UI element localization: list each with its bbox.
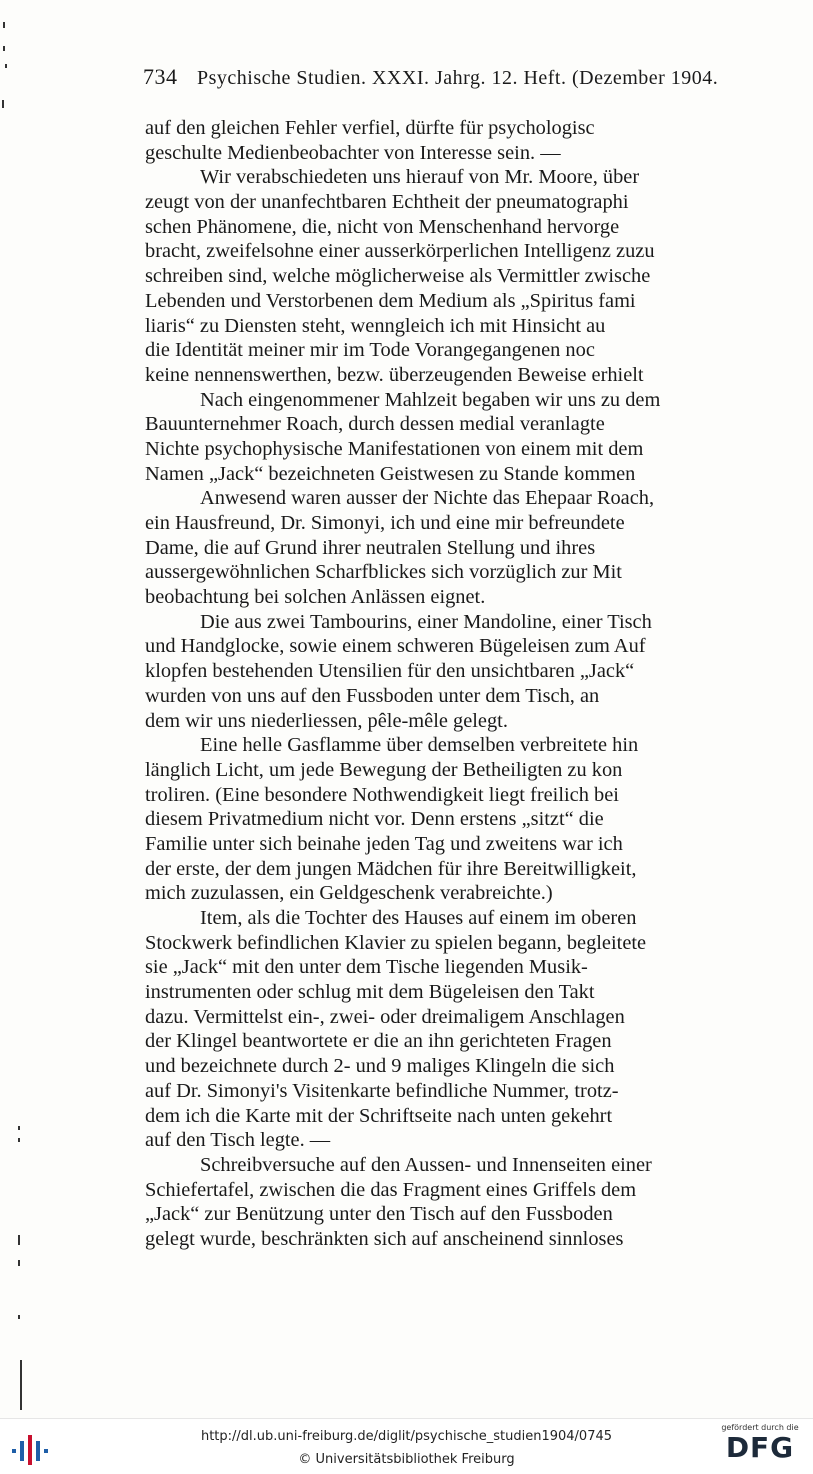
page-number: 734 [143,64,178,89]
text-line: mich zuzulassen, ein Geldgeschenk verabreichte.) [145,882,553,905]
text-line: Stockwerk befindlichen Klavier zu spielen begann, begleitete [145,931,647,954]
text-line: Item, als die Tochter des Hauses auf einem im oberen [200,907,637,929]
text-line: Namen „Jack“ bezeichneten Geistwesen zu Stande kommen [145,462,636,485]
text-line: und Handglocke, sowie einem schweren Bügeleisen zum Auf [145,635,646,658]
copyright-notice: © Universitätsbibliothek Freiburg [298,1452,515,1467]
text-line: klopfen bestehenden Utensilien für den unsichtbaren „Jack“ [145,660,635,683]
text-line: Schreibversuche auf den Aussen- und Innenseiten einer [200,1153,652,1176]
dfg-badge [715,1423,805,1471]
text-line: „Jack“ zur Benützung unter den Tisch auf den Fussboden [145,1203,613,1226]
text-line: dem ich die Karte mit der Schriftseite nach unten gekehrt [145,1104,613,1127]
text-line: Wir verabschiedeten uns hierauf von Mr. Moore, über [200,166,640,189]
running-title: Psychische Studien. XXXI. Jahrg. 12. Heft. (Dezember 1904. [197,67,719,89]
text-line: sie „Jack“ mit den unter dem Tische liegenden Musik- [145,956,588,979]
running-header [143,64,803,90]
text-line: Lebenden und Verstorbenen dem Medium als „Spiritus fami [145,289,636,312]
text-line: Bauunternehmer Roach, durch dessen medial veranlagte [145,413,605,436]
text-line: keine nennenswerthen, bezw. überzeugenden Beweise erhielt [145,363,644,386]
text-line: dem wir uns niederliessen, pêle-mêle gelegt. [145,709,508,732]
text-line: der erste, der dem jungen Mädchen für ihre Bereitwilligkeit, [145,857,637,880]
text-line: auf den Tisch legte. — [145,1129,331,1152]
text-line: troliren. (Eine besondere Nothwendigkeit liegt freilich bei [145,783,619,806]
text-line: die Identität meiner mir im Tode Vorangegangenen noc [145,339,595,362]
text-line: ein Hausfreund, Dr. Simonyi, ich und eine mir befreundete [145,512,625,534]
source-url-link[interactable]: http://dl.ub.uni-freiburg.de/diglit/psychische_studien1904/0745 [200,1429,613,1444]
text-line: Nach eingenommener Mahlzeit begaben wir uns zu dem [200,388,661,411]
dfg-logo-icon: DFG [725,1431,795,1464]
text-line: liaris“ zu Diensten steht, wenngleich ich mit Hinsicht au [145,314,606,337]
text-line: Nichte psychophysische Manifestationen von einem mit dem [145,437,644,460]
text-line: auf Dr. Simonyi's Visitenkarte befindliche Nummer, trotz- [145,1079,619,1102]
text-line: beobachtung bei solchen Anlässen eignet. [145,586,486,609]
text-line: Eine helle Gasflamme über demselben verbreitete hin [200,734,639,757]
text-line: diesem Privatmedium nicht vor. Denn erstens „sitzt“ die [145,808,604,831]
text-line: schreiben sind, welche möglicherweise als Vermittler zwische [145,265,651,288]
text-line: Familie unter sich beinahe jeden Tag und zweitens war ich [145,832,623,855]
text-line: der Klingel beantwortete er die an ihn gerichteten Fragen [145,1030,612,1053]
text-line: Die aus zwei Tambourins, einer Mandoline, einer Tisch [200,610,652,633]
text-line: Dame, die auf Grund ihrer neutralen Stellung und ihres [145,536,596,559]
text-line: auf den gleichen Fehler verfiel, dürfte für psychologisc [145,117,595,139]
text-line: geschulte Medienbeobachter von Interesse sein. — [145,141,561,164]
text-line: Anwesend waren ausser der Nichte das Ehepaar Roach, [200,487,655,510]
text-line: Schiefertafel, zwischen die das Fragment eines Griffels dem [145,1178,637,1201]
text-line: wurden von uns auf den Fussboden unter dem Tisch, an [145,684,600,707]
text-line: aussergewöhnlichen Scharfblickes sich vorzüglich zur Mit [145,561,622,584]
text-line: schen Phänomene, die, nicht von Menschenhand hervorge [145,215,620,238]
text-line: gelegt wurde, beschränkten sich auf anscheinend sinnloses [145,1227,624,1250]
margin-marks [0,0,30,1418]
text-line: bracht, zweifelsohne einer ausserkörperlichen Intelligenz zuzu [145,240,655,263]
text-line: länglich Licht, um jede Bewegung der Betheiligten zu kon [145,758,623,781]
text-line: instrumenten oder schlug mit dem Bügeleisen den Takt [145,981,595,1004]
text-line: und bezeichnete durch 2- und 9 maliges Klingeln die sich [145,1055,615,1078]
text-line: zeugt von der unanfechtbaren Echtheit der pneumatographi [145,191,629,214]
text-line: dazu. Vermittelst ein-, zwei- oder dreimaligem Anschlagen [145,1005,625,1028]
dfg-caption: gefördert durch die [721,1423,799,1432]
body-text [145,116,813,1252]
footer-bar [0,1418,813,1474]
